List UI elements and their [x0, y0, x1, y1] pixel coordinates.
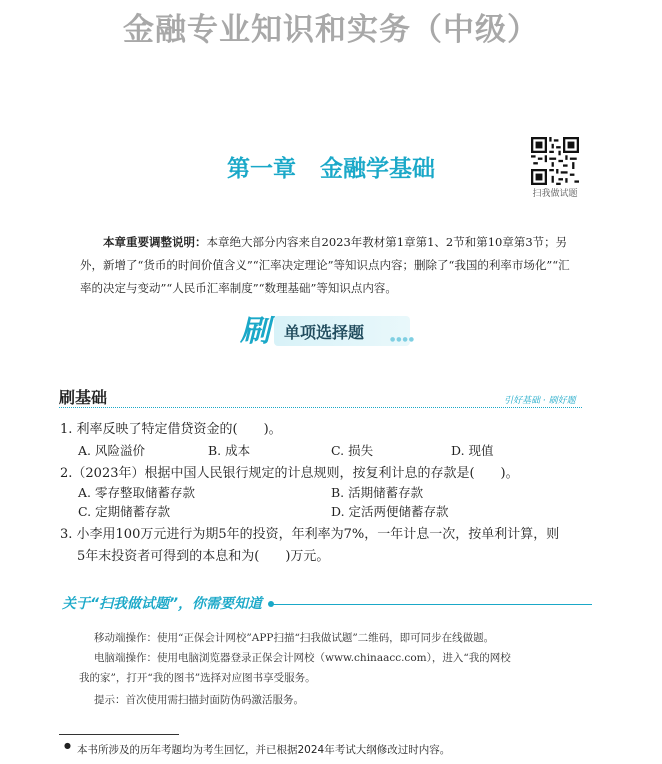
about-scan-title: 关于“扫我做试题”，你需要知道: [62, 596, 263, 612]
about-pc-instruction-line-2: 我的家”，打开“我的图书”选择对应图书享受服务。: [79, 672, 316, 684]
subsection-title: 刷基础: [59, 388, 108, 407]
book-title: 金融专业知识和实务（中级）: [123, 12, 539, 48]
question-2-option-d[interactable]: D. 定活两便储蓄存款: [331, 504, 449, 519]
question-2-option-b[interactable]: B. 活期储蓄存款: [331, 485, 424, 500]
question-2-option-c[interactable]: C. 定期储蓄存款: [78, 504, 171, 519]
question-1-option-d[interactable]: D. 现值: [451, 443, 494, 458]
chapter-adjustment-note: [80, 231, 580, 300]
about-mobile-instruction: 移动端操作：使用“正保会计网校”APP扫描“扫我做试题”二维码，即可同步在线做题。: [94, 632, 495, 644]
qr-caption: 扫我做试题: [532, 189, 578, 199]
chapter-number: 第一章: [227, 156, 296, 182]
question-1: 1. 利率反映了特定借贷资金的( )。: [60, 422, 282, 437]
banner-brush-char: 刷: [240, 314, 270, 349]
about-pc-instruction-line-1: 电脑端操作：使用电脑浏览器登录正保会计网校（www.chinaacc.com），进入“我的网校: [94, 652, 511, 664]
note-label: 本章重要调整说明：: [103, 235, 207, 249]
note-text: 本章绝大部分内容来自2023年教材第1章第1、2节和第10章第3节；另外，新增了“货币的时间价值含义”“汇率决定理论”等知识点内容；删除了“我国的利率市场化”“汇率的决定与变动”“人民币汇率制度”“数理基础”等知识点内容。: [80, 235, 570, 295]
footnote-rule: [59, 734, 179, 735]
question-1-option-b[interactable]: B. 成本: [208, 443, 251, 458]
about-tip: 提示：首次使用需扫描封面防伪码激活服务。: [94, 694, 304, 706]
footnote: 本书所涉及的历年考题均为考生回忆，并已根据2024年考试大纲修改过时内容。: [77, 744, 451, 756]
banner-dots-icon: ●●●●: [390, 336, 415, 343]
question-1-option-c[interactable]: C. 损失: [331, 443, 374, 458]
question-2-option-a[interactable]: A. 零存整取储蓄存款: [78, 485, 195, 500]
subsection-divider: [59, 407, 582, 408]
subsection-tag: 引好基础 · 刷好题: [504, 396, 576, 406]
banner-title: 单项选择题: [284, 323, 365, 342]
question-3-line-2: 5年末投资者可得到的本息和为( )万元。: [77, 549, 330, 564]
section-banner: [240, 312, 414, 354]
chapter-name: 金融学基础: [320, 156, 435, 182]
about-rule: [272, 604, 592, 605]
question-2: 2.（2023年）根据中国人民银行规定的计息规则，按复利计息的存款是( )。: [60, 466, 519, 481]
question-1-option-a[interactable]: A. 风险溢价: [78, 443, 145, 458]
question-3-line-1: 3. 小李用100万元进行为期5年的投资，年利率为7%，一年计息一次，按单利计算，则: [60, 527, 560, 542]
qr-code-icon[interactable]: [531, 137, 579, 185]
footnote-bullet-icon: ●: [64, 741, 71, 750]
